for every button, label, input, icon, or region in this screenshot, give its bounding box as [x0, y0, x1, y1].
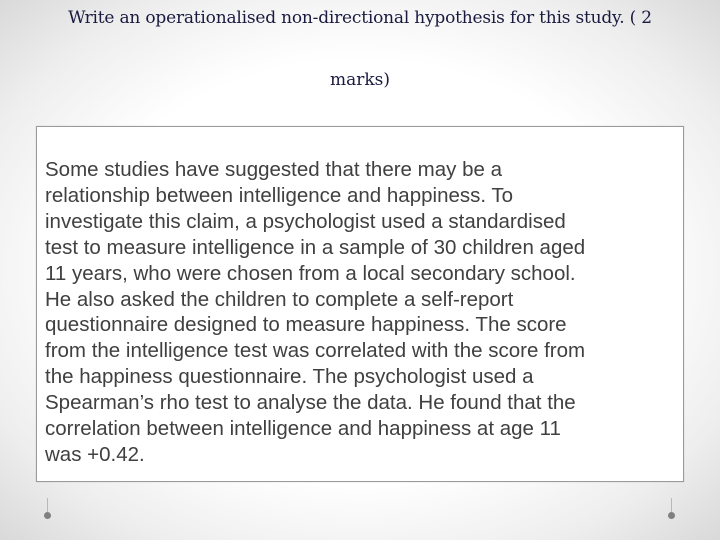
question-heading: Write an operationalised non-directional hypothesis for this study. ( 2: [68, 8, 652, 28]
right-ornament-dot: [668, 512, 675, 519]
study-description-text: Some studies have suggested that there may be a relationship between intelligence and happiness. To investigate this claim, a psychologist used a standardised test to measure intelligence in a sample of 30 children aged 11 years, who were chosen from a local secondary school. He also asked the children to complete a self-report questionnaire designed to measure happiness. The score from the intelligence test was correlated with the score from the happiness questionnaire. The psychologist used a Spearman’s rho test to analyse the data. He found that the correlation between intelligence and happiness at age 11 was +0.42.: [45, 158, 586, 466]
study-description-box: [36, 126, 684, 482]
question-heading-continuation: marks): [329, 70, 391, 90]
left-ornament-dot: [44, 512, 51, 519]
